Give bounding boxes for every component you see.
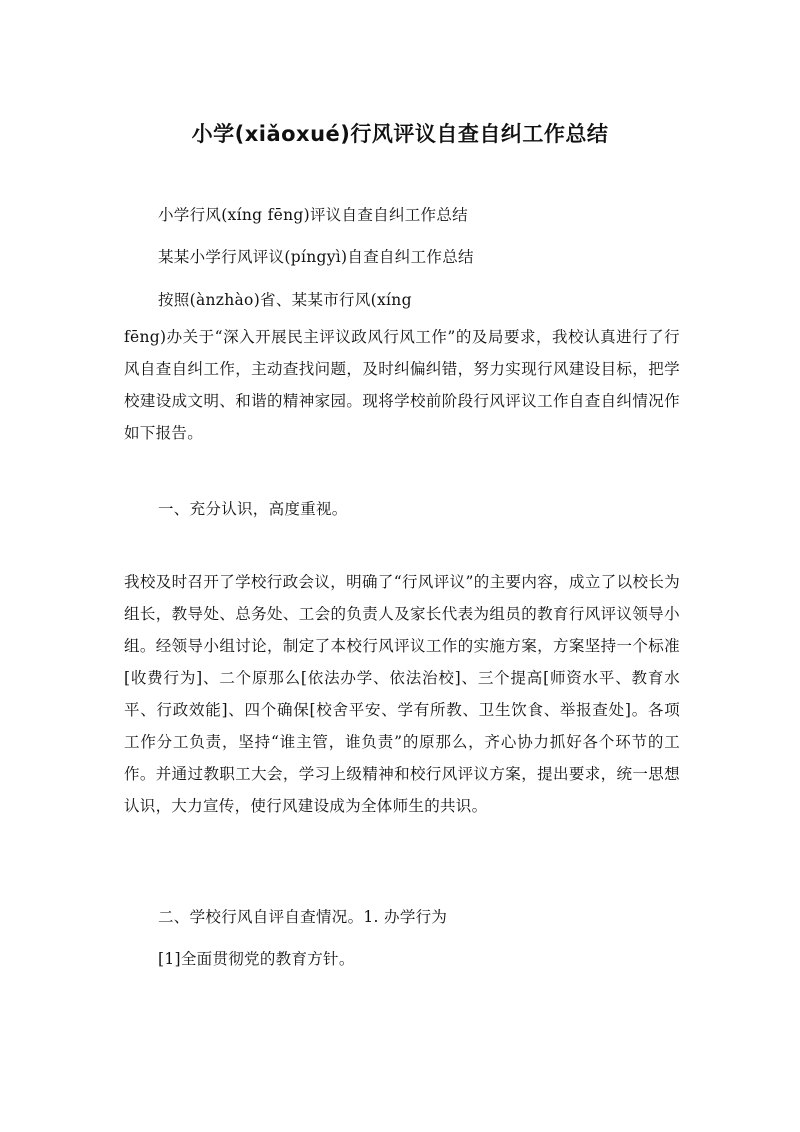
intro-line: 按照(ànzhào)省、某某市行风(xíng xyxy=(158,291,412,309)
subtitle-line-2: 某某小学行风评议(píngyì)自查自纠工作总结 xyxy=(158,248,474,266)
intro-paragraph: fēng)办关于“深入开展民主评议政风行风工作”的及局要求，我校认真进行了行风自查自纠工作，主动查找问题，及时纠偏纠错，努力实现行风建设目标，把学校建设成文明、和谐的精神家园。现将学校前阶段行风评议工作自查自纠情况作如下报告。 xyxy=(124,328,680,442)
section-2-heading: 二、学校行风自评自查情况。1. 办学行为 xyxy=(158,908,448,926)
subtitle-line-1: 小学行风(xíng fēng)评议自查自纠工作总结 xyxy=(158,206,468,224)
section-1-paragraph: 我校及时召开了学校行政会议，明确了“行风评议”的主要内容，成立了以校长为组长，教导处、总务处、工会的负责人及家长代表为组员的教育行风评议领导小组。经领导小组讨论，制定了本校行风评议工作的实施方案，方案坚持一个标准[收费行为]、二个原那么[依法办学、依法治校]、三个提高[师资水平、教育水平、行政效能]、四个确保[校舍平安、学有所教、卫生饮食、举报查处]。各项工作分工负责，坚持“谁主管，谁负责”的原那么，齐心协力抓好各个环节的工作。并通过教职工大会，学习上级精神和校行风评议方案，提出要求，统一思想认识，大力宣传，使行风建设成为全体师生的共识。 xyxy=(124,573,680,815)
document-title: 小学(xiǎoxué)行风评议自查自纠工作总结 xyxy=(191,122,609,146)
section-1-heading: 一、充分认识，高度重视。 xyxy=(158,500,348,518)
section-2-item-1: [1]全面贯彻党的教育方针。 xyxy=(158,950,355,968)
